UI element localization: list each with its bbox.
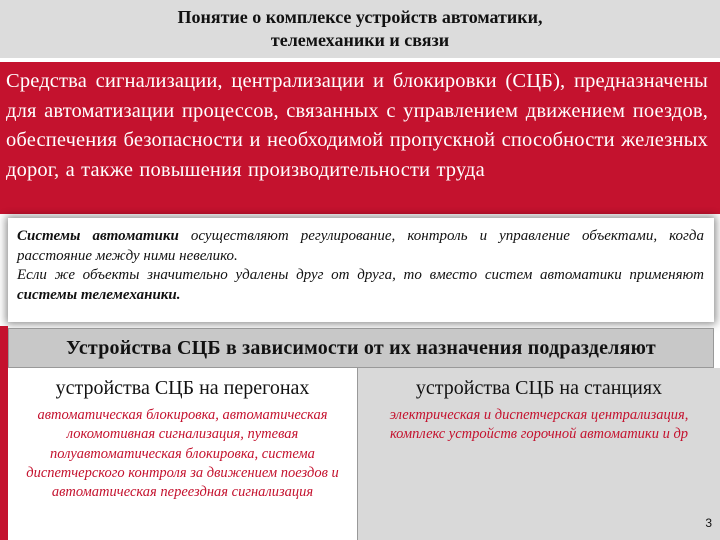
systems-paragraph-1-text: осуществляют регулирование, контроль и управление объектами, когда расстояние между ними невелико. bbox=[17, 228, 704, 264]
left-column-description: автоматическая блокировка, автоматическая локомотивная сигнализация, путевая полуавтоматическая блокировка, система диспетчерского контроля за движением поездов и автоматическая переездная сигнализация bbox=[26, 407, 339, 501]
right-column-title: устройства СЦБ на станциях bbox=[415, 377, 663, 399]
classification-header-text: Устройства СЦБ в зависимости от их назначения подразделяют bbox=[66, 336, 656, 359]
systems-telemechanics-term: системы телемеханики. bbox=[17, 286, 181, 303]
right-column-description: электрическая и диспетчерская централизация, комплекс устройств горочной автоматики и др bbox=[389, 407, 689, 443]
definition-text: Средства сигнализации, централизации и блокировки (СЦБ), предназначены для автоматизации процессов, связанных с управлением движением поездов, обеспечения безопасности и необходимой пропускной способности железных дорог, а также повышения производительности труда bbox=[6, 70, 708, 181]
left-accent-bar bbox=[0, 326, 8, 540]
systems-paragraph-2 bbox=[17, 266, 704, 305]
slide-title-line-2: телемеханики и связи bbox=[270, 30, 450, 50]
definition-block bbox=[0, 62, 720, 214]
classification-header bbox=[8, 328, 714, 368]
systems-paragraph-1 bbox=[17, 227, 704, 266]
page-number: 3 bbox=[705, 516, 712, 530]
title-band bbox=[0, 0, 720, 58]
systems-paragraph-2-text: Если же объекты значительно удалены друг от друга, то вместо систем автоматики применяют bbox=[17, 267, 704, 283]
slide-title-line-1: Понятие о комплексе устройств автоматики, bbox=[177, 7, 543, 27]
left-column bbox=[8, 368, 358, 540]
right-column bbox=[358, 368, 720, 540]
systems-block bbox=[8, 218, 714, 322]
systems-automation-term: Системы автоматики bbox=[17, 228, 179, 244]
left-column-title: устройства СЦБ на перегонах bbox=[55, 377, 310, 399]
